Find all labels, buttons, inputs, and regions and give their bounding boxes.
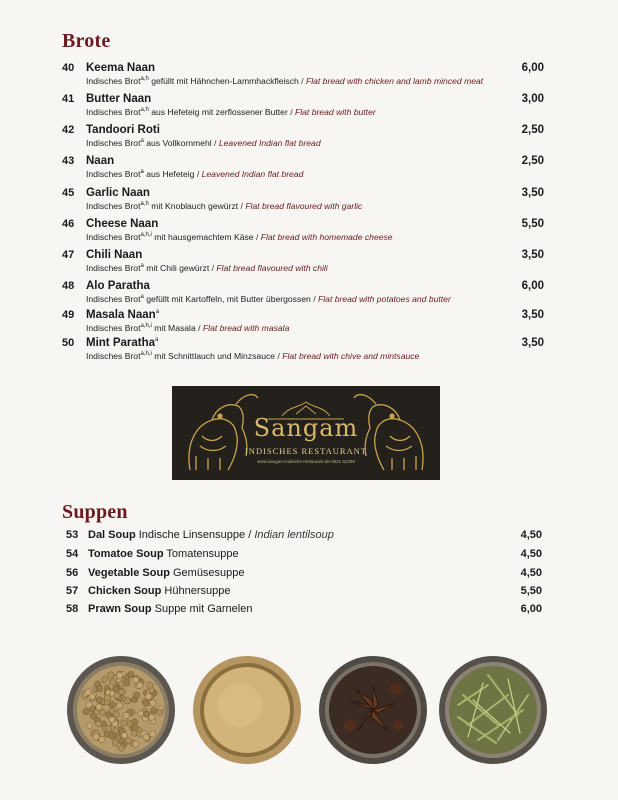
item-number: 53 (66, 529, 79, 541)
menu-item (62, 218, 552, 248)
soup-item (66, 603, 544, 621)
item-number: 43 (62, 155, 75, 167)
star-anise-bowl (318, 655, 428, 765)
allergen-code: a,h (140, 201, 149, 208)
description-german: Indisches Brot (86, 107, 141, 117)
item-name-text: Garlic Naan (86, 187, 150, 199)
description-separator: / (253, 232, 261, 242)
description-german-rest: mit Knoblauch gewürzt (148, 201, 239, 211)
allergen-code: a,h,i (140, 232, 152, 239)
menu-item (62, 124, 552, 154)
item-description (86, 294, 451, 304)
description-separator: / (298, 76, 306, 86)
item-name (88, 603, 252, 615)
description-separator: / (209, 263, 217, 273)
description-german: Indische Linsensuppe (135, 529, 246, 541)
soup-item (66, 585, 544, 603)
description-german-rest: aus Hefeteig mit zerflossener Butter (148, 107, 288, 117)
soup-item (66, 567, 544, 585)
description-german-rest: mit Schnittlauch und Minzsauce (151, 351, 276, 361)
allergen-code: a,h,i (140, 323, 152, 330)
item-name (86, 93, 151, 105)
item-number: 56 (66, 567, 79, 579)
item-name (88, 548, 239, 560)
description-german: Indisches Brot (86, 76, 141, 86)
description-english: Flat bread with chicken and lamb minced meat (305, 76, 484, 86)
item-name (86, 280, 150, 292)
allergen-code: a (140, 169, 144, 176)
spice-powder-bowl (192, 655, 302, 765)
description-english: Indian lentilsoup (254, 529, 334, 541)
item-number: 57 (66, 585, 79, 597)
description-separator: / (238, 201, 246, 211)
description-separator: / (310, 294, 319, 304)
description-german-rest: mit Chili gewürzt (143, 263, 210, 273)
item-name-text: Naan (86, 155, 115, 167)
description-german: Indisches Brot (86, 169, 141, 179)
item-number: 50 (62, 337, 75, 349)
item-name (88, 585, 230, 597)
description-german: Hühnersuppe (161, 585, 231, 597)
allergen-code: a (155, 337, 159, 344)
item-price: 3,50 (521, 249, 544, 261)
description-english: Flat bread with butter (294, 107, 376, 117)
item-price: 5,50 (520, 585, 542, 597)
item-name (86, 62, 155, 74)
description-separator: / (194, 169, 202, 179)
description-separator: / (275, 351, 283, 361)
description-separator: / (195, 323, 203, 333)
description-german: Suppe mit Garnelen (151, 603, 253, 615)
item-name-text: Mint Paratha (86, 337, 156, 349)
menu-item (62, 249, 552, 279)
menu-item (62, 93, 552, 123)
allergen-code: a,h,i (140, 351, 152, 358)
item-price: 2,50 (521, 124, 544, 136)
item-name (86, 218, 158, 230)
item-name (88, 567, 245, 579)
item-price: 4,50 (520, 548, 542, 560)
description-english: Flat bread flavoured with garlic (245, 201, 363, 211)
item-name-text: Masala Naan (86, 309, 156, 321)
menu-item (62, 155, 552, 185)
logo-subtitle: INDISCHES RESTAURANT (244, 446, 368, 456)
restaurant-logo-banner (172, 386, 440, 480)
menu-item (62, 337, 552, 367)
soup-item (66, 548, 544, 566)
description-german-rest: mit hausgemachtem Käse (151, 232, 254, 242)
item-name-text: Prawn Soup (88, 603, 152, 615)
menu-item (62, 309, 552, 339)
allergen-code: a (155, 309, 160, 316)
item-number: 45 (62, 187, 75, 199)
description-english: Flat bread with chive and mintsauce (282, 351, 420, 361)
description-german-rest: mit Masala (151, 323, 196, 333)
item-name (86, 249, 142, 261)
logo-wordmark: Sangam (253, 414, 359, 442)
item-description (86, 138, 321, 148)
item-description (86, 323, 289, 333)
description-german: Indisches Brot (86, 351, 141, 361)
item-number: 46 (62, 218, 75, 230)
item-price: 3,50 (521, 187, 544, 199)
item-description (86, 351, 419, 361)
item-name-text: Cheese Naan (86, 218, 159, 230)
item-name-text: Vegetable Soup (88, 567, 170, 579)
item-name-text: Tandoori Roti (86, 124, 160, 136)
description-german: Indisches Brot (86, 294, 141, 304)
item-description (86, 107, 376, 117)
description-english: Flat bread with masala (202, 323, 290, 333)
logo-website: www.sangam-indische-restaurant.de 0621 62299 (257, 459, 355, 464)
brote-heading: Brote (62, 30, 111, 52)
description-german-rest: aus Hefeteig (143, 169, 195, 179)
item-number: 40 (62, 62, 75, 74)
item-name (86, 337, 158, 349)
suppen-heading: Suppen (62, 501, 128, 523)
item-price: 4,50 (520, 529, 542, 541)
allergen-code: a (140, 294, 144, 301)
item-description (86, 201, 362, 211)
item-name-text: Keema Naan (86, 62, 156, 74)
item-number: 41 (62, 93, 75, 105)
item-price: 3,50 (521, 309, 544, 321)
rosemary-bowl (438, 655, 548, 765)
description-german: Tomatensuppe (163, 548, 239, 560)
description-german: Gemüsesuppe (169, 567, 245, 579)
description-separator: / (211, 138, 219, 148)
item-price: 3,50 (521, 337, 544, 349)
item-name (86, 155, 114, 167)
item-price: 6,00 (521, 280, 544, 292)
item-name-text: Alo Paratha (86, 280, 150, 292)
menu-item (62, 280, 552, 310)
item-name (88, 529, 334, 541)
item-price: 2,50 (521, 155, 544, 167)
item-name-text: Butter Naan (86, 93, 152, 105)
description-german: Indisches Brot (86, 323, 141, 333)
menu-item (62, 62, 552, 92)
description-german: Indisches Brot (86, 263, 141, 273)
item-name-text: Chicken Soup (88, 585, 162, 597)
description-english: Flat bread with potatoes and butter (318, 294, 451, 304)
item-price: 5,50 (521, 218, 544, 230)
item-price: 4,50 (520, 567, 542, 579)
item-price: 3,00 (521, 93, 544, 105)
item-description (86, 263, 328, 273)
item-number: 48 (62, 280, 75, 292)
description-german: Indisches Brot (86, 138, 141, 148)
coriander-seeds-bowl (66, 655, 176, 765)
description-english: Leavened Indian flat bread (201, 169, 304, 179)
item-number: 49 (62, 309, 75, 321)
description-separator: / (245, 529, 255, 541)
description-german-rest: gefüllt mit Hähnchen-Lammhackfleisch (148, 76, 299, 86)
item-price: 6,00 (520, 603, 542, 615)
description-german: Indisches Brot (86, 232, 141, 242)
allergen-code: a (140, 138, 144, 145)
item-description (86, 76, 483, 86)
item-name-text: Tomatoe Soup (88, 548, 164, 560)
item-number: 47 (62, 249, 75, 261)
item-name-text: Dal Soup (88, 529, 136, 541)
description-german-rest: aus Vollkornmehl (143, 138, 212, 148)
item-name (86, 124, 160, 136)
allergen-code: a,h (140, 76, 149, 83)
item-name (86, 309, 159, 321)
item-number: 54 (66, 548, 79, 560)
description-english: Flat bread flavoured with chili (216, 263, 328, 273)
item-description (86, 169, 303, 179)
item-name (86, 187, 150, 199)
soup-item (66, 529, 544, 547)
description-german: Indisches Brot (86, 201, 141, 211)
item-number: 42 (62, 124, 75, 136)
item-price: 6,00 (521, 62, 544, 74)
description-german-rest: gefüllt mit Kartoffeln, mit Butter übergossen (143, 294, 311, 304)
menu-item (62, 187, 552, 217)
allergen-code: a (140, 263, 144, 270)
description-separator: / (287, 107, 295, 117)
description-english: Flat bread with homemade cheese (260, 232, 393, 242)
item-name-text: Chili Naan (86, 249, 143, 261)
allergen-code: a,h (140, 107, 149, 114)
description-english: Leavened Indian flat bread (218, 138, 321, 148)
item-description (86, 232, 393, 242)
item-number: 58 (66, 603, 79, 615)
